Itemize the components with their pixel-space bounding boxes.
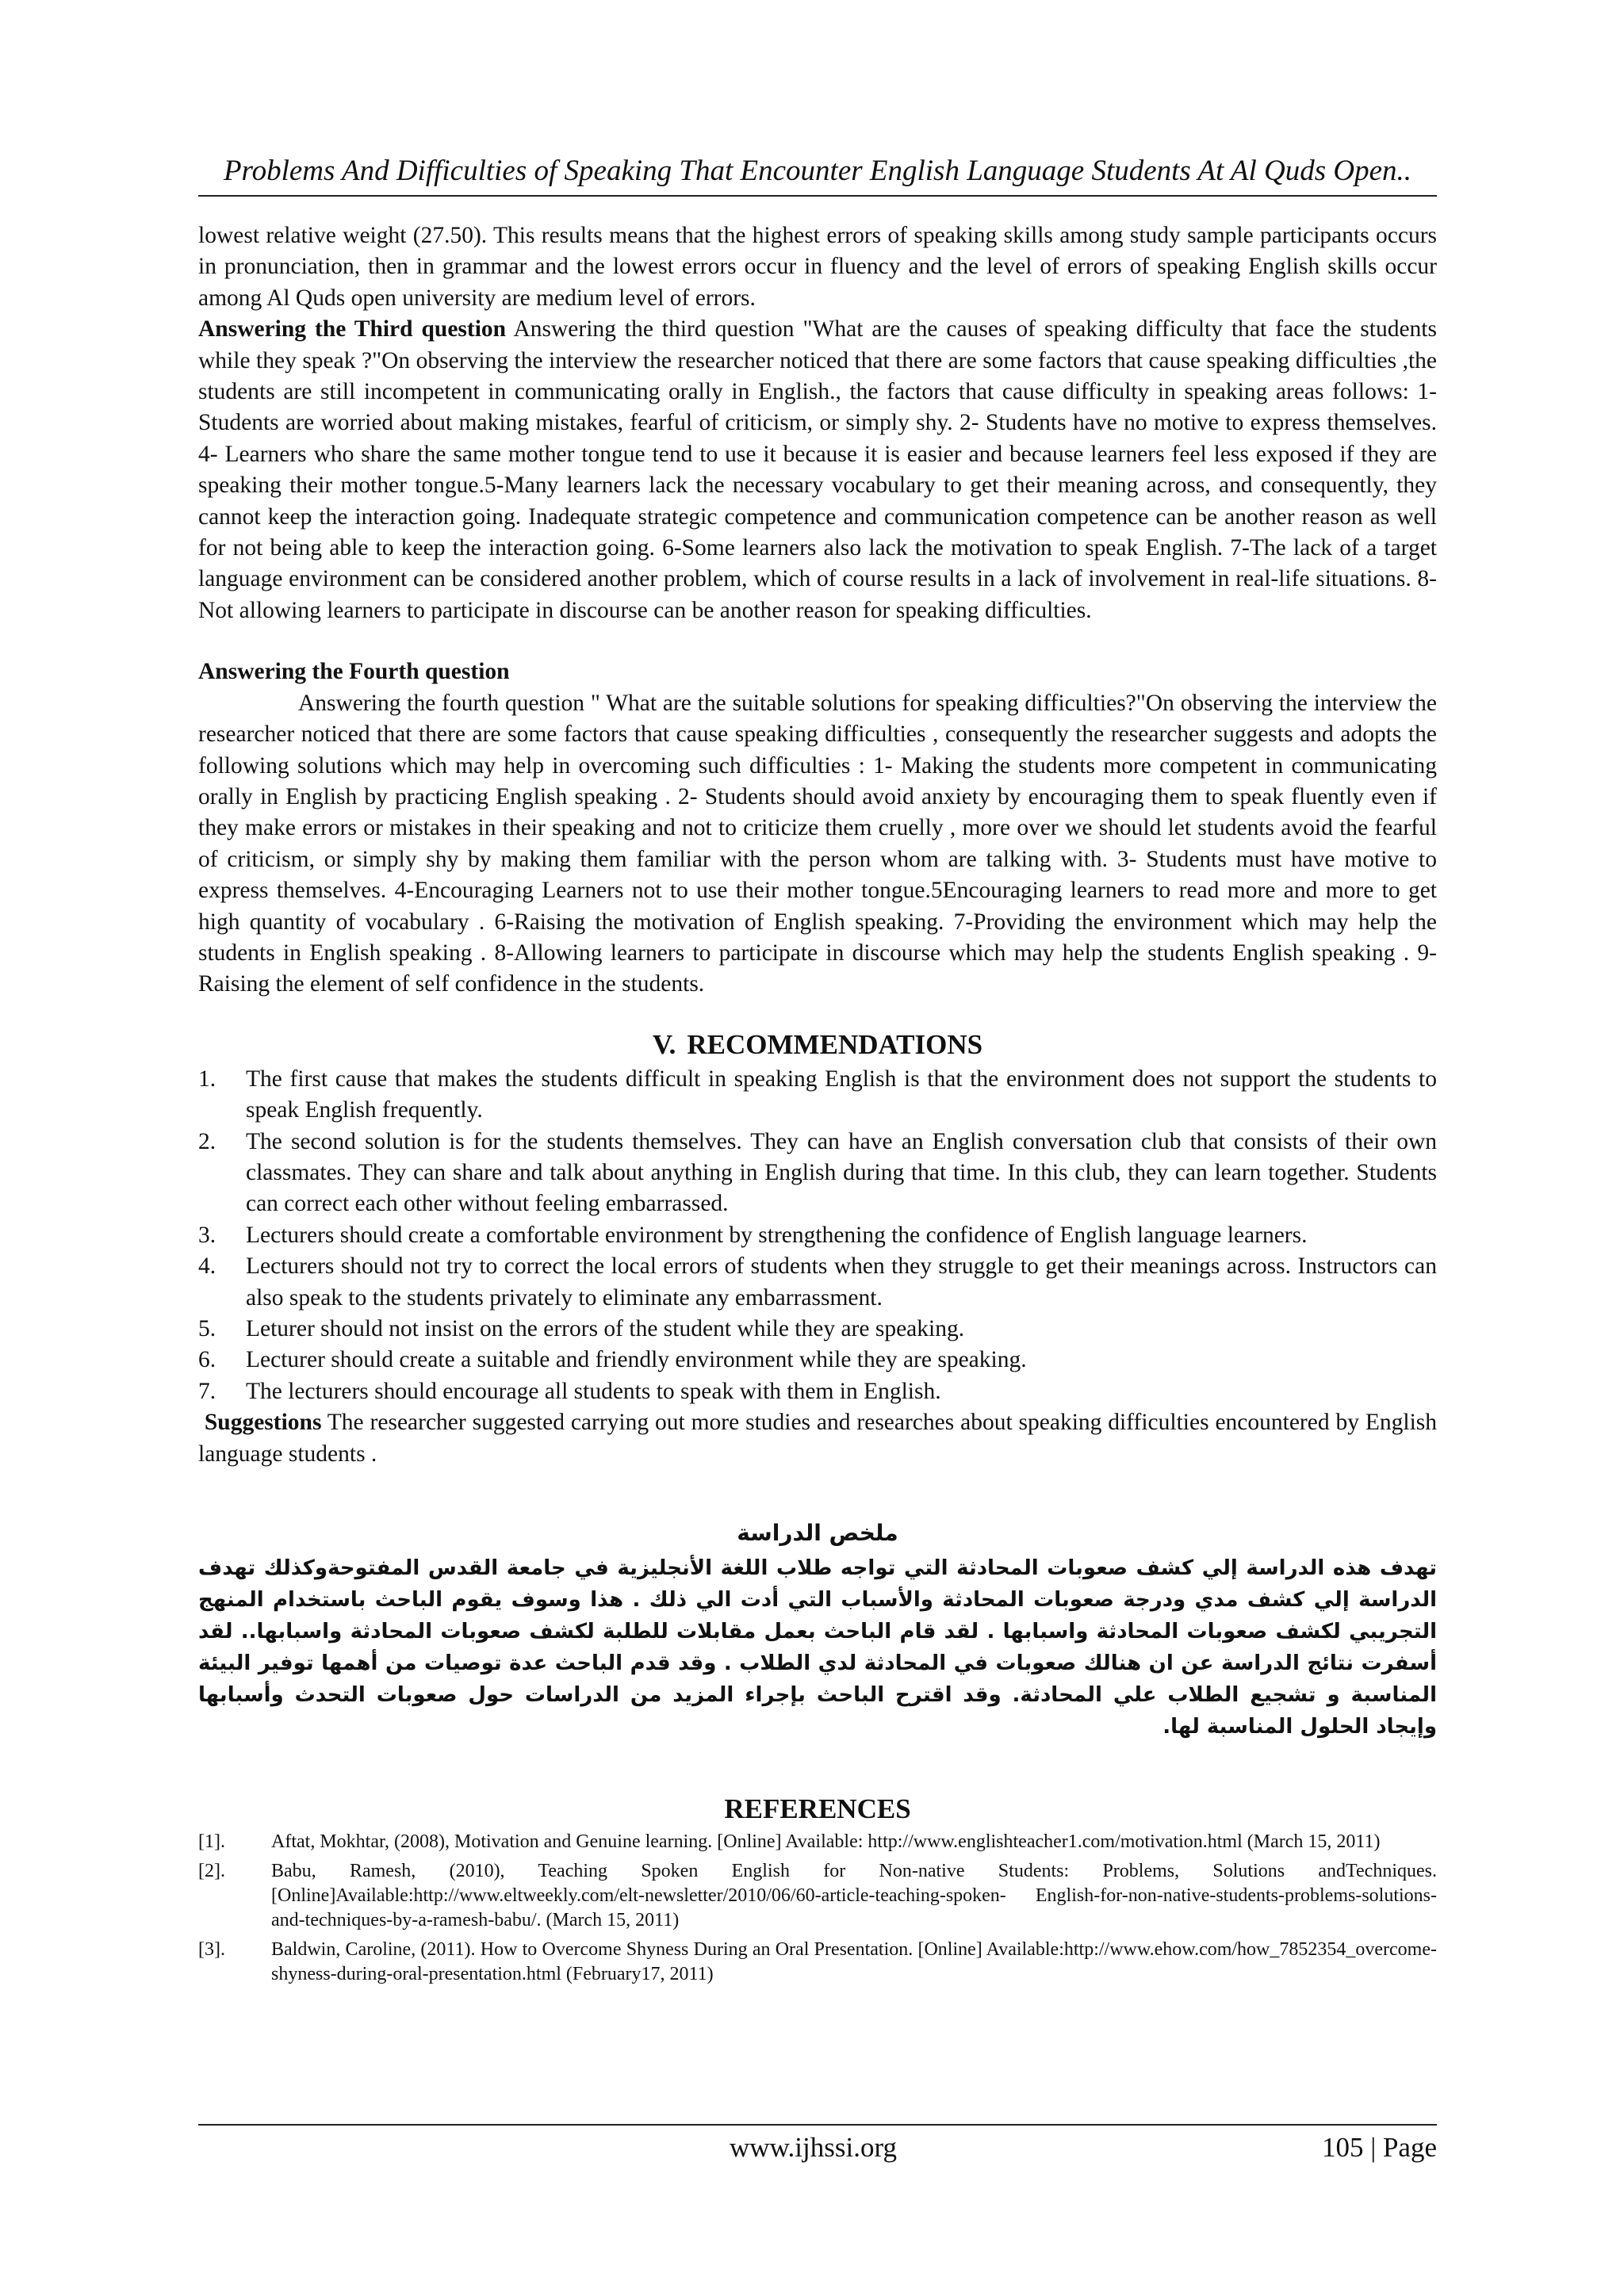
recommendations-list bbox=[198, 1064, 1437, 1407]
list-item bbox=[198, 1251, 1437, 1314]
paragraph-gap bbox=[198, 626, 1437, 656]
reference-text: Aftat, Mokhtar, (2008), Motivation and Genuine learning. [Online] Available: http://www.englishteacher1.com/motivation.html (March 15, 2011) bbox=[271, 1831, 1381, 1853]
fourth-question-heading: Answering the Fourth question bbox=[198, 659, 510, 685]
section-number: V. bbox=[652, 1028, 676, 1060]
recommendations-heading bbox=[198, 1027, 1437, 1062]
suggestions-label: Suggestions bbox=[204, 1410, 322, 1436]
reference-number: [1]. bbox=[198, 1831, 225, 1853]
references-list bbox=[198, 1830, 1437, 1987]
list-item-text: The lecturers should encourage all students to speak with them in English. bbox=[246, 1378, 941, 1404]
list-item bbox=[198, 1314, 1437, 1345]
list-item-number: 6. bbox=[198, 1347, 216, 1373]
third-question-heading: Answering the Third question bbox=[198, 316, 507, 342]
fourth-question-text: Answering the fourth question " What are the suitable solutions for speaking difficulties?"On observing the interview the researcher noticed that there are some factors that cause speaking difficulties , consequently the researcher suggests and adopts the following solutions which may help in overcoming such difficulties : 1- Making the students more competent in communicating orally in English by practicing English speaking . 2- Students should avoid anxiety by encouraging them to speak fluently even if they make errors or mistakes in their speaking and not to criticize them cruelly , more over we should let students avoid the fearful of criticism, or simply shy by making them familiar with the person whom are talking with. 3- Students must have motive to express themselves. 4-Encouraging Learners not to use their mother tongue.5Encouraging learners to read more and more to get high quantity of vocabulary . 6-Raising the motivation of English speaking. 7-Providing the environment which may help the students in English speaking . 8-Allowing learners to participate in discourse which may help the students English speaking . 9-Raising the element of self confidence in the students. bbox=[198, 690, 1437, 997]
list-item-text: Lecturers should not try to correct the local errors of students when they struggle to get their meanings across. Instructors can also speak to the students privately to eliminate any embarrassment. bbox=[246, 1253, 1437, 1311]
list-item-number: 1. bbox=[198, 1066, 216, 1092]
arabic-abstract-title: ملخص الدراسة bbox=[737, 1520, 898, 1547]
list-item-number: 7. bbox=[198, 1378, 216, 1404]
list-item-text: The second solution is for the students themselves. They can have an English conversation club that consists of their own classmates. They can share and talk about anything in English during that time. In this club, they can learn together. Students can correct each other without feeling embarrassed. bbox=[246, 1128, 1437, 1217]
reference-text: Baldwin, Caroline, (2011). How to Overcome Shyness During an Oral Presentation. [Online] Available:http://www.ehow.com/how_7852354_overcome-shyness-during-oral-presentation.html (February17, 2011) bbox=[271, 1939, 1437, 1985]
intro-paragraph: lowest relative weight (27.50). This results means that the highest errors of speaking skills among study sample participants occurs in pronunciation, then in grammar and the lowest errors occur in fluency and the level of errors of speaking English skills occur among Al Quds open university are medium level of errors. bbox=[198, 223, 1437, 311]
suggestions-paragraph bbox=[198, 1407, 1437, 1470]
list-item bbox=[198, 1220, 1437, 1251]
reference-number: [3]. bbox=[198, 1939, 225, 1961]
list-item-number: 2. bbox=[198, 1128, 216, 1154]
list-item-number: 4. bbox=[198, 1253, 216, 1280]
third-question-paragraph bbox=[198, 314, 1437, 626]
page-number: 105 | Page bbox=[1321, 2132, 1437, 2163]
list-item bbox=[198, 1376, 1437, 1407]
list-item-number: 3. bbox=[198, 1222, 216, 1248]
arabic-abstract bbox=[198, 1517, 1437, 1743]
main-body bbox=[198, 220, 1437, 1992]
list-item-text: The first cause that makes the students difficult in speaking English is that the environment does not support the students to speak English frequently. bbox=[246, 1066, 1437, 1123]
reference-item bbox=[198, 1938, 1437, 1987]
list-item bbox=[198, 1127, 1437, 1220]
reference-item bbox=[198, 1859, 1437, 1933]
list-item-number: 5. bbox=[198, 1316, 216, 1341]
list-item-text: Lecturers should create a comfortable environment by strengthening the confidence of English language learners. bbox=[246, 1222, 1308, 1248]
list-item-text: Lecturer should create a suitable and friendly environment while they are speaking. bbox=[246, 1347, 1027, 1373]
header-rule bbox=[198, 195, 1437, 197]
list-item bbox=[198, 1064, 1437, 1127]
third-question-text: Answering the third question "What are the causes of speaking difficulty that face the students while they speak ?"On observing the interview the researcher noticed that there are some factors that cause speaking difficulties ,the students are still incompetent in communicating orally in English., the factors that cause difficulty in speaking areas follows: 1- Students are worried about making mistakes, fearful of criticism, or simply shy. 2- Students have no motive to express themselves. 4- Learners who share the same mother tongue tend to use it because it is easier and because learners feel less exposed if they are speaking their mother tongue.5-Many learners lack the necessary vocabulary to get their meaning across, and consequently, they cannot keep the interaction going. Inadequate strategic competence and communication competence can be another reason as well for not being able to keep the interaction going. 6-Some learners also lack the motivation to speak English. 7-The lack of a target language environment can be considered another problem, which of course results in a lack of involvement in real-life situations. 8-Not allowing learners to participate in discourse can be another reason for speaking difficulties. bbox=[198, 316, 1437, 623]
reference-text: Babu, Ramesh, (2010), Teaching Spoken English for Non-native Students: Problems, Solutions andTechniques.[Online]Available:http://www.eltweekly.com/elt-newsletter/2010/06/60-article-teaching-spoken- English-for-non-native-students-problems-solutions-and-techniques-by-a-ramesh-babu/. (March 15, 2011) bbox=[271, 1861, 1437, 1931]
suggestions-text: The researcher suggested carrying out more studies and researches about speaking difficulties encountered by English language students . bbox=[198, 1410, 1438, 1467]
section-title: RECOMMENDATIONS bbox=[687, 1028, 983, 1060]
arabic-abstract-text: تهدف هذه الدراسة إلي كشف صعوبات المحادثة التي تواجه طلاب اللغة الأنجليزية في جامعة القدس المفتوحةوكذلك تهدف الدراسة إلي كشف مدي ودرجة صعوبات المحادثة والأسباب التي أدت الي ذلك . هذا وسوف يقوم الباحث باستخدام المنهج التجريبي لكشف صعوبات المحادثة واسبابها . لقد قام الباحث بعمل مقابلات للطلبة لكشف صعوبات المحادثة واسبابها.. لقد أسفرت نتائج الدراسة عن ان هنالك صعوبات في المحادثة لدي الطلاب . وقد قدم الباحث عدة توصيات من أهمها توفير البيئة المناسبة و تشجيع الطلاب علي المحادثة. وقد اقترح الباحث بإجراء المزيد من الدراسات حول صعوبات التحدث وأسبابها وإيجاد الحلول المناسبة لها. bbox=[198, 1556, 1437, 1739]
references-heading: REFERENCES bbox=[724, 1793, 911, 1825]
running-header: Problems And Difficulties of Speaking That Encounter English Language Students At Al Quds Open.. bbox=[223, 155, 1412, 187]
reference-number: [2]. bbox=[198, 1861, 225, 1882]
list-item bbox=[198, 1345, 1437, 1376]
reference-item bbox=[198, 1830, 1437, 1854]
footer-rule bbox=[198, 2124, 1437, 2126]
list-item-text: Leturer should not insist on the errors of the student while they are speaking. bbox=[246, 1316, 965, 1341]
footer-website: www.ijhssi.org bbox=[730, 2132, 897, 2163]
